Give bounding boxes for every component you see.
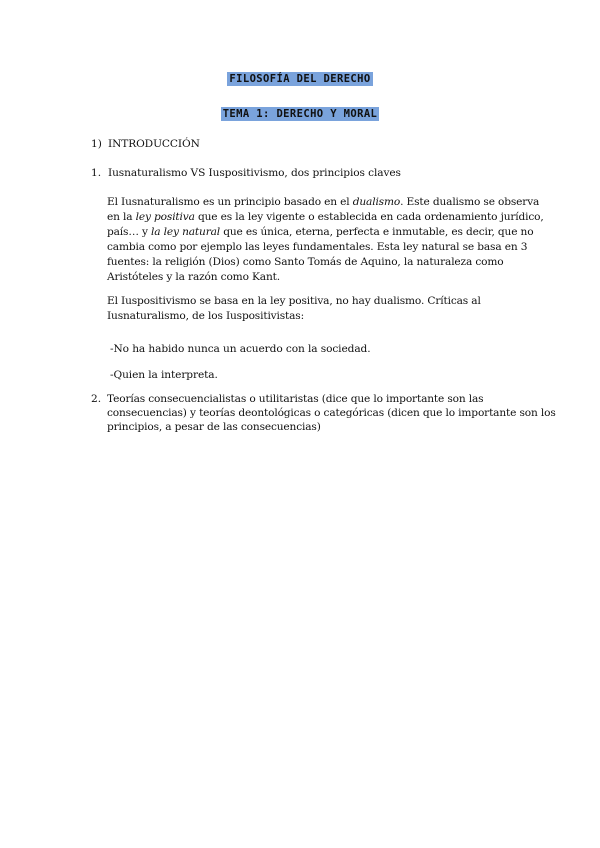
section-number: 1) [91,138,102,150]
item1-number: 1. [91,167,102,179]
iuspositivismo-paragraph: El Iuspositivismo se basa en la ley positiva, no hay dualismo. Críticas al Iusnaturalismo, de los Iuspositivistas: [107,295,481,322]
ley-natural-emphasis: la ley natural [151,226,221,238]
ley-positiva-emphasis: ley positiva [135,211,195,223]
item2-number: 2. [91,393,102,405]
dualismo-emphasis: dualismo [352,196,401,208]
section-label: INTRODUCCIÓN [108,138,200,150]
criticism-item: -Quien la interpreta. [110,369,218,381]
theories-paragraph: Teorías consecuencialistas o utilitaristas (dice que lo importante son las consecuencias) y teorías deontológicas o categóricas (dicen que lo importante son los principios, a pesar de las consecuencias) [107,393,556,433]
criticism-item: -No ha habido nunca un acuerdo con la sociedad. [110,343,371,355]
topic-title [0,108,600,120]
item1-heading: Iusnaturalismo VS Iuspositivismo, dos principios claves [108,167,401,179]
iusnaturalismo-paragraph: El Iusnaturalismo es un principio basado en el dualismo. Este dualismo se observa en la ley positiva que es la ley vigente o establecida en cada ordenamiento jurídico, país… y la ley natural que es única, eterna, perfecta e inmutable, es decir, que no cambia como por ejemplo las leyes fundamentales. Esta ley natural se basa en 3 fuentes: la religión (Dios) como Santo Tomás de Aquino, la naturaleza como Aristóteles y la razón como Kant. [107,196,544,283]
topic-title-text: TEMA 1: DERECHO Y MORAL [222,108,378,120]
document-title-text: FILOSOFÍA DEL DERECHO [229,73,371,85]
document-title [0,73,600,85]
